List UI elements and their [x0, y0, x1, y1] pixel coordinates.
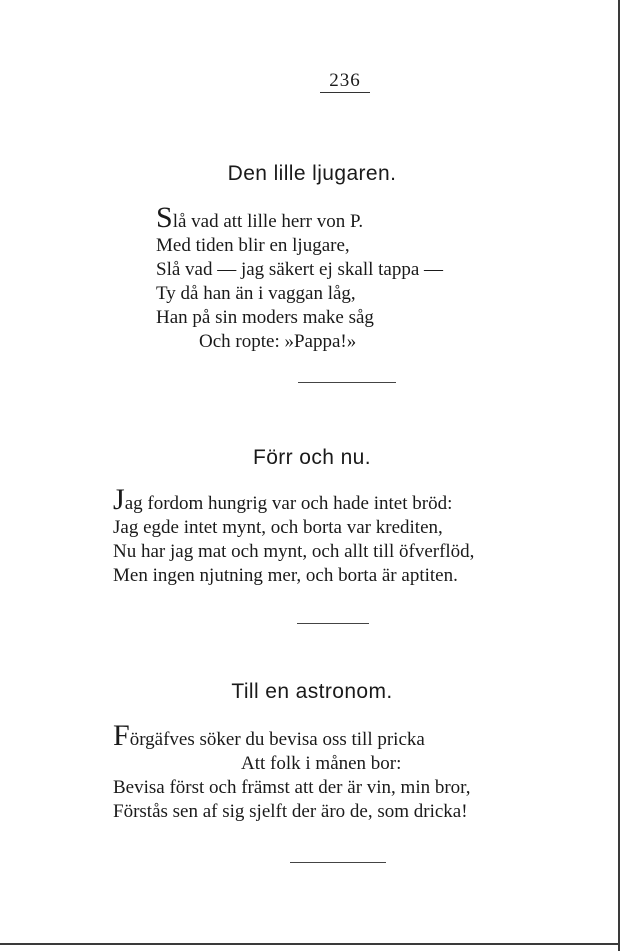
- poem-line: Förstås sen af sig sjelft der äro de, som dricka!: [113, 801, 468, 822]
- poem-line: Slå vad — jag säkert ej skall tappa —: [156, 259, 444, 280]
- page-edge-right: [618, 0, 620, 951]
- poem-line: Slå vad att lille herr von P.: [156, 201, 364, 234]
- poem-line: Att folk i månen bor:: [241, 753, 402, 774]
- section-divider: [297, 623, 369, 624]
- poem-line: Han på sin moders make såg: [156, 307, 374, 328]
- poem-line: Jag egde intet mynt, och borta var krediten,: [113, 517, 443, 538]
- poem-title-3: Till en astronom.: [231, 680, 393, 703]
- drop-cap: S: [156, 201, 173, 234]
- poem-body-2: [113, 483, 475, 588]
- poem-body-3: [113, 719, 471, 824]
- drop-cap: F: [113, 719, 130, 752]
- page-edge-bottom: [0, 943, 620, 945]
- poem-line: Bevisa först och främst att der är vin, min bror,: [113, 777, 471, 798]
- poem-title-1: Den lille ljugaren.: [227, 162, 397, 185]
- poem-line: Med tiden blir en ljugare,: [156, 235, 350, 256]
- poem-body-1: [156, 201, 444, 354]
- poem-line: Ty då han än i vaggan låg,: [156, 283, 356, 304]
- poem-line: Förgäfves söker du bevisa oss till pricka: [113, 719, 425, 752]
- section-divider: [298, 382, 396, 383]
- page-number-rule: [320, 92, 370, 93]
- poem-line: Jag fordom hungrig var och hade intet bröd:: [113, 483, 453, 516]
- page-number: 236: [329, 70, 361, 91]
- drop-cap: J: [113, 483, 125, 516]
- section-divider: [290, 862, 386, 863]
- poem-title-2: Förr och nu.: [252, 446, 371, 469]
- poem-line: Nu har jag mat och mynt, och allt till öfverflöd,: [113, 541, 475, 562]
- poem-line: Men ingen njutning mer, och borta är aptiten.: [113, 565, 458, 586]
- poem-line: Och ropte: »Pappa!»: [199, 331, 357, 352]
